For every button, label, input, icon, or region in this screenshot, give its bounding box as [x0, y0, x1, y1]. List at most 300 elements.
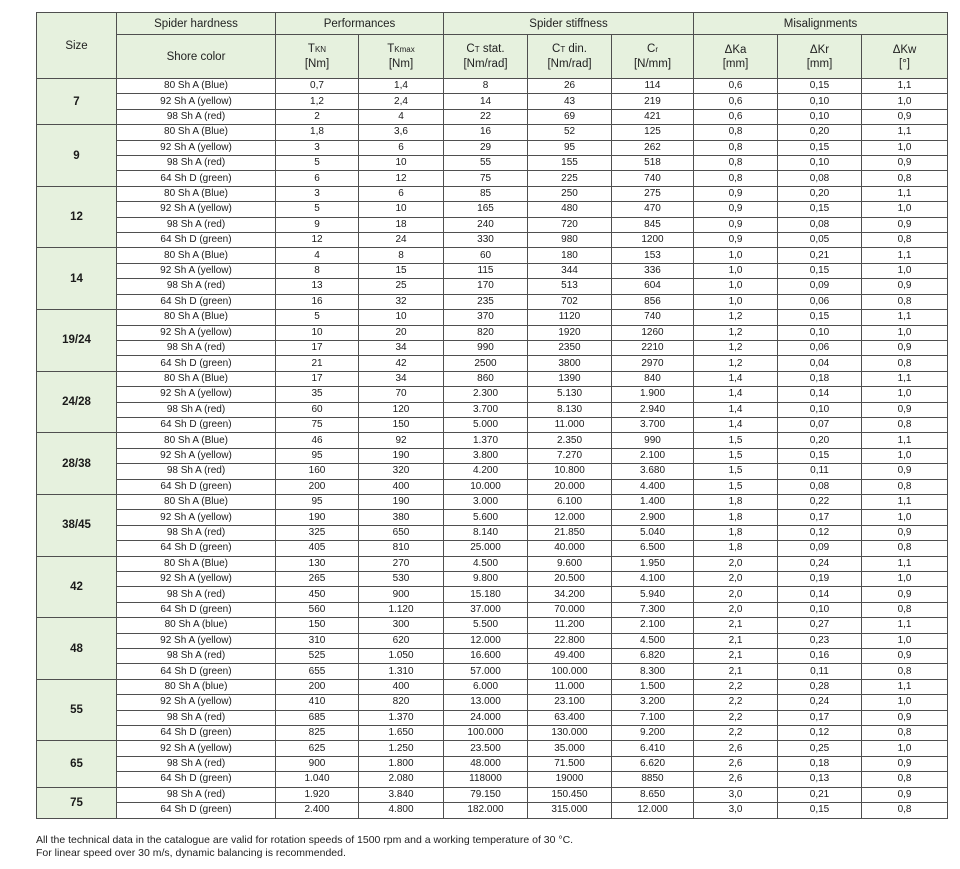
- tkn-cell: 2: [276, 109, 359, 124]
- ct-din-cell: 8.130: [528, 402, 612, 417]
- ct-stat-cell: 75: [444, 171, 528, 186]
- dka-cell: 2,2: [694, 695, 778, 710]
- dka-cell: 1,8: [694, 541, 778, 556]
- tkn-cell: 1.040: [276, 772, 359, 787]
- dkr-cell: 0,24: [778, 695, 862, 710]
- table-body: [37, 79, 948, 819]
- dkw-cell: 0,9: [862, 279, 948, 294]
- table-row: [37, 186, 948, 201]
- tkmax-cell: 1.650: [359, 726, 444, 741]
- ct-din-cell: 20.500: [528, 572, 612, 587]
- tkn-cell: 75: [276, 417, 359, 432]
- tkmax-cell: 810: [359, 541, 444, 556]
- tkn-cell: 8: [276, 263, 359, 278]
- performances-header: Performances: [276, 13, 444, 35]
- cr-cell: 845: [612, 217, 694, 232]
- table-row: [37, 417, 948, 432]
- dkr-cell: 0,07: [778, 417, 862, 432]
- cr-cell: 1.950: [612, 556, 694, 571]
- shore-color-cell: 64 Sh D (green): [117, 602, 276, 617]
- ct-stat-symbol: C: [466, 43, 475, 55]
- dkw-cell: 1,1: [862, 556, 948, 571]
- shore-color-cell: 92 Sh A (yellow): [117, 94, 276, 109]
- dkr-cell: 0,15: [778, 803, 862, 818]
- dka-cell: 0,9: [694, 233, 778, 248]
- cr-cell: 275: [612, 186, 694, 201]
- tkmax-cell: 4.800: [359, 803, 444, 818]
- table-row: [37, 556, 948, 571]
- ct-stat-cell: 170: [444, 279, 528, 294]
- tkmax-cell: 400: [359, 479, 444, 494]
- dkw-cell: 1,1: [862, 248, 948, 263]
- dka-cell: 1,2: [694, 356, 778, 371]
- dka-cell: 2,6: [694, 756, 778, 771]
- dka-cell: 2,1: [694, 664, 778, 679]
- size-cell: 9: [37, 125, 117, 187]
- dkw-cell: 0,8: [862, 772, 948, 787]
- ct-din-cell: 20.000: [528, 479, 612, 494]
- tkmax-cell: 25: [359, 279, 444, 294]
- dka-cell: 1,0: [694, 294, 778, 309]
- shore-color-cell: 64 Sh D (green): [117, 479, 276, 494]
- ct-din-cell: 100.000: [528, 664, 612, 679]
- tkmax-cell: 530: [359, 572, 444, 587]
- dkw-cell: 1,0: [862, 741, 948, 756]
- tkn-header: [276, 35, 359, 79]
- dkr-cell: 0,16: [778, 649, 862, 664]
- shore-color-cell: 80 Sh A (Blue): [117, 248, 276, 263]
- shore-color-cell: 98 Sh A (red): [117, 464, 276, 479]
- table-row: [37, 387, 948, 402]
- dkr-cell: 0,10: [778, 325, 862, 340]
- ct-din-cell: 5.130: [528, 387, 612, 402]
- ct-din-cell: 130.000: [528, 726, 612, 741]
- cr-symbol: C: [647, 43, 656, 55]
- cr-cell: 1200: [612, 233, 694, 248]
- tkmax-cell: 6: [359, 140, 444, 155]
- footnote-balancing: For linear speed over 30 m/s, dynamic balancing is recommended.: [36, 847, 346, 859]
- dkw-cell: 0,8: [862, 171, 948, 186]
- dkr-header: [778, 35, 862, 79]
- cr-cell: 604: [612, 279, 694, 294]
- dkw-cell: 0,9: [862, 525, 948, 540]
- dkw-cell: 1,0: [862, 510, 948, 525]
- dka-cell: 3,0: [694, 787, 778, 802]
- cr-cell: 114: [612, 79, 694, 94]
- ct-stat-cell: 1.370: [444, 433, 528, 448]
- dkr-cell: 0,04: [778, 356, 862, 371]
- cr-cell: 470: [612, 202, 694, 217]
- ct-din-cell: 40.000: [528, 541, 612, 556]
- table-row: [37, 125, 948, 140]
- dka-cell: 0,6: [694, 79, 778, 94]
- tkn-cell: 13: [276, 279, 359, 294]
- ct-stat-cell: 820: [444, 325, 528, 340]
- tkn-cell: 95: [276, 494, 359, 509]
- table-row: [37, 171, 948, 186]
- dka-cell: 0,8: [694, 140, 778, 155]
- ct-stat-cell: 240: [444, 217, 528, 232]
- dkr-cell: 0,18: [778, 756, 862, 771]
- tkn-cell: 3: [276, 140, 359, 155]
- table-row: [37, 541, 948, 556]
- ct-din-cell: 95: [528, 140, 612, 155]
- dkw-cell: 1,1: [862, 679, 948, 694]
- table-row: [37, 587, 948, 602]
- size-cell: 14: [37, 248, 117, 310]
- ct-stat-cell: 57.000: [444, 664, 528, 679]
- dkr-cell: 0,06: [778, 340, 862, 355]
- table-row: [37, 741, 948, 756]
- shore-color-cell: 92 Sh A (yellow): [117, 387, 276, 402]
- dkw-cell: 0,9: [862, 402, 948, 417]
- cr-cell: 2970: [612, 356, 694, 371]
- table-row: [37, 633, 948, 648]
- cr-cell: 219: [612, 94, 694, 109]
- cr-cell: 1260: [612, 325, 694, 340]
- ct-stat-cell: 370: [444, 310, 528, 325]
- cr-cell: 6.620: [612, 756, 694, 771]
- ct-din-cell: 26: [528, 79, 612, 94]
- table-row: [37, 649, 948, 664]
- tkn-cell: 60: [276, 402, 359, 417]
- dka-cell: 1,5: [694, 433, 778, 448]
- ct-stat-cell: 25.000: [444, 541, 528, 556]
- cr-cell: 856: [612, 294, 694, 309]
- dkw-cell: 1,1: [862, 371, 948, 386]
- ct-stat-cell: 3.800: [444, 448, 528, 463]
- dkr-cell: 0,20: [778, 186, 862, 201]
- tkmax-cell: 3.840: [359, 787, 444, 802]
- ct-stat-cell: 24.000: [444, 710, 528, 725]
- ct-din-cell: 6.100: [528, 494, 612, 509]
- ct-din-cell: 513: [528, 279, 612, 294]
- shore-color-cell: 80 Sh A (Blue): [117, 310, 276, 325]
- dkr-cell: 0,17: [778, 710, 862, 725]
- dkr-cell: 0,15: [778, 448, 862, 463]
- dkr-cell: 0,10: [778, 94, 862, 109]
- cr-cell: 990: [612, 433, 694, 448]
- table-row: [37, 294, 948, 309]
- tkn-cell: 4: [276, 248, 359, 263]
- dkr-cell: 0,06: [778, 294, 862, 309]
- size-cell: 48: [37, 618, 117, 680]
- dka-cell: 1,5: [694, 464, 778, 479]
- dkw-cell: 1,0: [862, 695, 948, 710]
- tkn-cell: 17: [276, 340, 359, 355]
- ct-din-cell: 980: [528, 233, 612, 248]
- size-cell: 75: [37, 787, 117, 818]
- tkn-cell: 0,7: [276, 79, 359, 94]
- spider-hardness-header: Spider hardness: [117, 13, 276, 35]
- ct-din-cell: 19000: [528, 772, 612, 787]
- dkw-cell: 0,9: [862, 587, 948, 602]
- ct-stat-suffix: stat.: [479, 43, 505, 55]
- tkmax-cell: 8: [359, 248, 444, 263]
- ct-din-cell: 7.270: [528, 448, 612, 463]
- tkmax-cell: 380: [359, 510, 444, 525]
- ct-stat-cell: 10.000: [444, 479, 528, 494]
- shore-color-cell: 98 Sh A (red): [117, 109, 276, 124]
- shore-color-cell: 64 Sh D (green): [117, 233, 276, 248]
- dkw-cell: 0,8: [862, 417, 948, 432]
- shore-color-cell: 64 Sh D (green): [117, 541, 276, 556]
- ct-din-cell: 52: [528, 125, 612, 140]
- dkr-cell: 0,27: [778, 618, 862, 633]
- ct-din-cell: 480: [528, 202, 612, 217]
- dka-cell: 0,8: [694, 171, 778, 186]
- ct-stat-cell: 55: [444, 156, 528, 171]
- cr-cell: 5.940: [612, 587, 694, 602]
- ct-stat-cell: 12.000: [444, 633, 528, 648]
- tkn-cell: 450: [276, 587, 359, 602]
- ct-din-cell: 35.000: [528, 741, 612, 756]
- shore-color-cell: 98 Sh A (red): [117, 649, 276, 664]
- size-cell: 19/24: [37, 310, 117, 372]
- tkn-cell: 35: [276, 387, 359, 402]
- size-cell: 38/45: [37, 494, 117, 556]
- dkr-cell: 0,20: [778, 125, 862, 140]
- shore-color-cell: 92 Sh A (yellow): [117, 695, 276, 710]
- shore-color-cell: 92 Sh A (yellow): [117, 448, 276, 463]
- table-row: [37, 494, 948, 509]
- dka-cell: 1,2: [694, 310, 778, 325]
- dkw-cell: 0,8: [862, 356, 948, 371]
- ct-stat-cell: 60: [444, 248, 528, 263]
- dka-cell: 2,2: [694, 679, 778, 694]
- ct-stat-cell: 16.600: [444, 649, 528, 664]
- dkw-cell: 0,9: [862, 217, 948, 232]
- ct-din-cell: 1120: [528, 310, 612, 325]
- shore-color-cell: 80 Sh A (blue): [117, 618, 276, 633]
- tkn-cell: 265: [276, 572, 359, 587]
- cr-cell: 9.200: [612, 726, 694, 741]
- ct-stat-cell: 29: [444, 140, 528, 155]
- cr-cell: 7.300: [612, 602, 694, 617]
- table-row: [37, 679, 948, 694]
- dkr-cell: 0,11: [778, 464, 862, 479]
- ct-din-cell: 3800: [528, 356, 612, 371]
- table-row: [37, 156, 948, 171]
- dkw-cell: 0,8: [862, 541, 948, 556]
- tkmax-cell: 10: [359, 156, 444, 171]
- shore-color-cell: 80 Sh A (Blue): [117, 186, 276, 201]
- ct-stat-cell: 118000: [444, 772, 528, 787]
- tkmax-cell: 2,4: [359, 94, 444, 109]
- spider-stiffness-header: Spider stiffness: [444, 13, 694, 35]
- cr-cell: 2.100: [612, 618, 694, 633]
- tkn-cell: 655: [276, 664, 359, 679]
- shore-color-cell: 64 Sh D (green): [117, 664, 276, 679]
- cr-cell: 12.000: [612, 803, 694, 818]
- tkmax-cell: 42: [359, 356, 444, 371]
- spider-coupling-table: [36, 12, 948, 819]
- dkr-cell: 0,10: [778, 156, 862, 171]
- shore-color-cell: 92 Sh A (yellow): [117, 325, 276, 340]
- ct-din-cell: 70.000: [528, 602, 612, 617]
- cr-cell: 262: [612, 140, 694, 155]
- ct-din-cell: 9.600: [528, 556, 612, 571]
- tkn-cell: 310: [276, 633, 359, 648]
- tkmax-cell: 1.370: [359, 710, 444, 725]
- tkn-cell: 2.400: [276, 803, 359, 818]
- dka-cell: 2,2: [694, 726, 778, 741]
- shore-color-cell: 80 Sh A (Blue): [117, 433, 276, 448]
- ct-stat-cell: 23.500: [444, 741, 528, 756]
- shore-color-cell: 80 Sh A (Blue): [117, 79, 276, 94]
- tkmax-cell: 15: [359, 263, 444, 278]
- tkn-cell: 560: [276, 602, 359, 617]
- tkmax-cell: 270: [359, 556, 444, 571]
- ct-stat-cell: 990: [444, 340, 528, 355]
- dka-cell: 2,0: [694, 602, 778, 617]
- dkw-cell: 0,9: [862, 649, 948, 664]
- tkn-cell: 325: [276, 525, 359, 540]
- tkn-cell: 46: [276, 433, 359, 448]
- dka-cell: 2,2: [694, 710, 778, 725]
- tkmax-cell: 820: [359, 695, 444, 710]
- tkmax-cell: 1.250: [359, 741, 444, 756]
- table-row: [37, 572, 948, 587]
- table-row: [37, 433, 948, 448]
- ct-din-cell: 34.200: [528, 587, 612, 602]
- dka-cell: 2,0: [694, 572, 778, 587]
- cr-cell: 8.300: [612, 664, 694, 679]
- cr-unit: [N/mm]: [633, 58, 672, 70]
- ct-stat-cell: 15.180: [444, 587, 528, 602]
- dkr-cell: 0,09: [778, 541, 862, 556]
- table-row: [37, 602, 948, 617]
- shore-color-cell: 92 Sh A (yellow): [117, 263, 276, 278]
- shore-color-cell: 98 Sh A (red): [117, 756, 276, 771]
- tkmax-unit: [Nm]: [388, 58, 414, 70]
- ct-din-cell: 43: [528, 94, 612, 109]
- tkmax-cell: 20: [359, 325, 444, 340]
- tkmax-cell: 1,4: [359, 79, 444, 94]
- table-row: [37, 202, 948, 217]
- table-row: [37, 402, 948, 417]
- ct-stat-unit: [Nm/rad]: [463, 58, 508, 70]
- dka-cell: 1,2: [694, 325, 778, 340]
- tkn-cell: 900: [276, 756, 359, 771]
- ct-din-header: [528, 35, 612, 79]
- dka-cell: 1,0: [694, 263, 778, 278]
- ct-din-cell: 315.000: [528, 803, 612, 818]
- size-cell: 24/28: [37, 371, 117, 433]
- tkn-cell: 625: [276, 741, 359, 756]
- dka-cell: 2,1: [694, 618, 778, 633]
- tkn-cell: 150: [276, 618, 359, 633]
- dkr-cell: 0,18: [778, 371, 862, 386]
- dkw-cell: 0,9: [862, 464, 948, 479]
- dka-cell: 1,4: [694, 371, 778, 386]
- tkmax-cell: 18: [359, 217, 444, 232]
- ct-stat-cell: 85: [444, 186, 528, 201]
- dka-cell: 3,0: [694, 803, 778, 818]
- dkw-cell: 0,9: [862, 787, 948, 802]
- cr-cell: 7.100: [612, 710, 694, 725]
- dkr-cell: 0,09: [778, 279, 862, 294]
- tkmax-cell: 3,6: [359, 125, 444, 140]
- table-row: [37, 340, 948, 355]
- dkw-cell: 1,0: [862, 94, 948, 109]
- ct-stat-cell: 13.000: [444, 695, 528, 710]
- ct-din-cell: 344: [528, 263, 612, 278]
- shore-color-cell: 80 Sh A (Blue): [117, 494, 276, 509]
- tkn-cell: 17: [276, 371, 359, 386]
- shore-color-cell: 64 Sh D (green): [117, 803, 276, 818]
- ct-stat-subscript: T: [474, 45, 480, 54]
- cr-cell: 8.650: [612, 787, 694, 802]
- table-row: [37, 94, 948, 109]
- dkr-cell: 0,14: [778, 387, 862, 402]
- ct-din-subscript: T: [560, 45, 566, 54]
- dka-cell: 2,1: [694, 633, 778, 648]
- ct-din-cell: 71.500: [528, 756, 612, 771]
- size-cell: 7: [37, 79, 117, 125]
- tkmax-cell: 190: [359, 494, 444, 509]
- ct-din-cell: 10.800: [528, 464, 612, 479]
- table-row: [37, 510, 948, 525]
- shore-color-cell: 98 Sh A (red): [117, 587, 276, 602]
- ct-din-unit: [Nm/rad]: [547, 58, 592, 70]
- dka-cell: 2,1: [694, 649, 778, 664]
- ct-din-cell: 49.400: [528, 649, 612, 664]
- ct-din-cell: 1920: [528, 325, 612, 340]
- dkr-cell: 0,08: [778, 479, 862, 494]
- tkmax-cell: 620: [359, 633, 444, 648]
- dka-cell: 1,0: [694, 248, 778, 263]
- cr-cell: 8850: [612, 772, 694, 787]
- cr-cell: 6.410: [612, 741, 694, 756]
- table-row: [37, 371, 948, 386]
- cr-cell: 336: [612, 263, 694, 278]
- ct-stat-cell: 860: [444, 371, 528, 386]
- cr-cell: 125: [612, 125, 694, 140]
- dka-cell: 1,2: [694, 340, 778, 355]
- tkmax-cell: 4: [359, 109, 444, 124]
- dkw-cell: 1,1: [862, 433, 948, 448]
- size-cell: 55: [37, 679, 117, 741]
- cr-cell: 840: [612, 371, 694, 386]
- tkn-symbol: T: [307, 43, 315, 55]
- ct-stat-cell: 4.500: [444, 556, 528, 571]
- dka-cell: 2,0: [694, 556, 778, 571]
- dkw-cell: 0,8: [862, 726, 948, 741]
- dkw-cell: 1,1: [862, 310, 948, 325]
- ct-stat-header: [444, 35, 528, 79]
- table-row: [37, 233, 948, 248]
- tkn-cell: 200: [276, 479, 359, 494]
- table-row: [37, 356, 948, 371]
- ct-stat-cell: 3.700: [444, 402, 528, 417]
- table-row: [37, 248, 948, 263]
- dka-cell: 0,8: [694, 156, 778, 171]
- size-cell: 42: [37, 556, 117, 618]
- table-row: [37, 803, 948, 818]
- dkw-cell: 0,8: [862, 233, 948, 248]
- tkn-cell: 200: [276, 679, 359, 694]
- ct-din-cell: 63.400: [528, 710, 612, 725]
- shore-color-cell: 92 Sh A (yellow): [117, 202, 276, 217]
- tkn-cell: 3: [276, 186, 359, 201]
- dkw-cell: 1,0: [862, 387, 948, 402]
- table-row: [37, 109, 948, 124]
- tkmax-cell: 10: [359, 310, 444, 325]
- tkmax-cell: 6: [359, 186, 444, 201]
- dkw-cell: 1,1: [862, 494, 948, 509]
- dkr-cell: 0,28: [778, 679, 862, 694]
